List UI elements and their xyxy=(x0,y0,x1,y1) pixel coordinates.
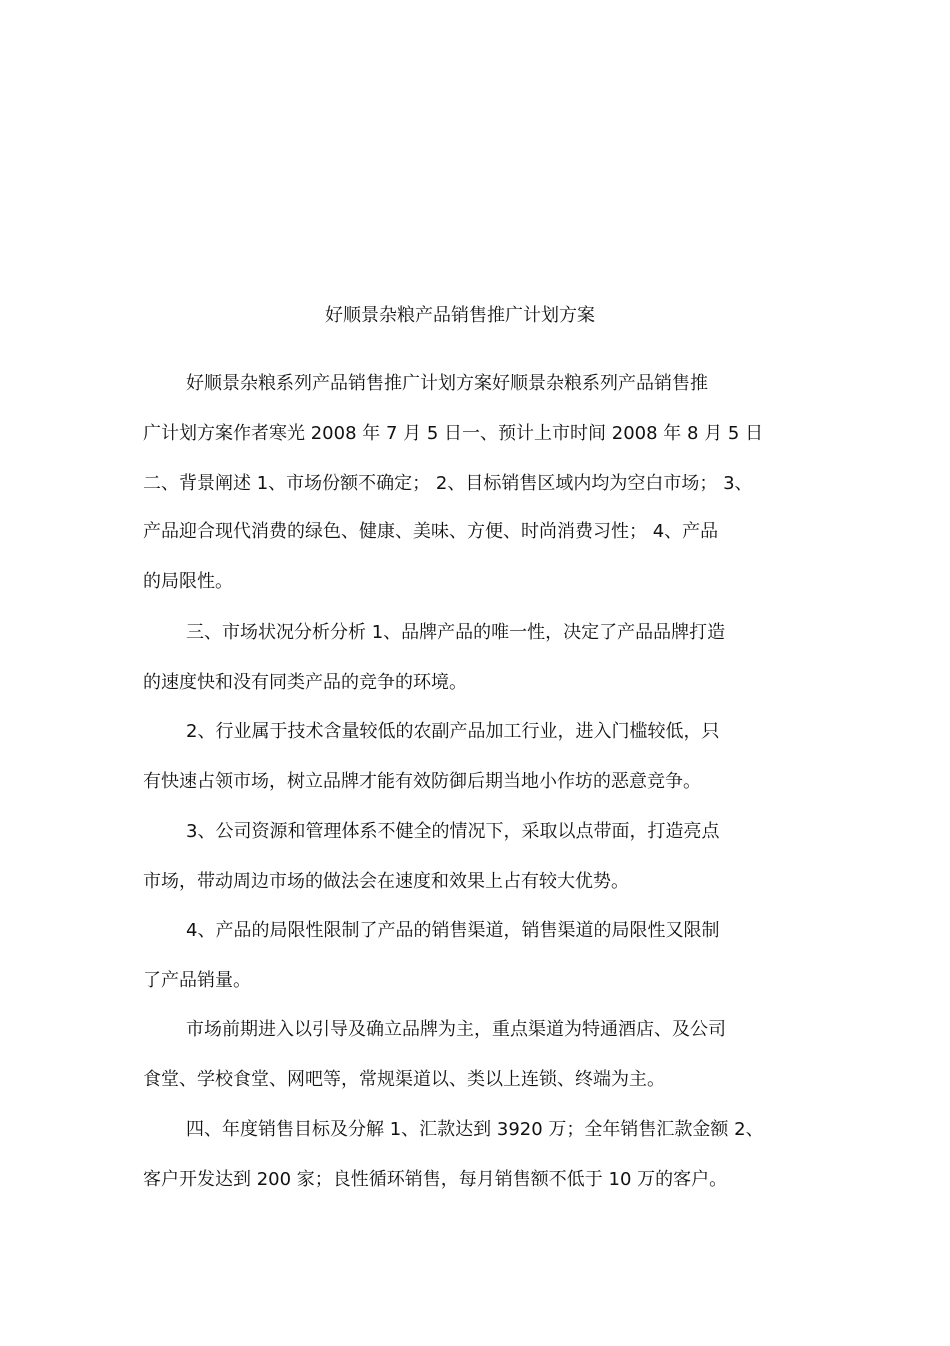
body-line: 食堂、学校食堂、网吧等，常规渠道以、类以上连锁、终端为主。 xyxy=(143,1069,665,1090)
document-title: 好顺景杂粮产品销售推广计划方案 xyxy=(325,305,595,326)
body-line: 客户开发达到 200 家；良性循环销售，每月销售额不低于 10 万的客户。 xyxy=(143,1169,728,1190)
body-line: 了产品销量。 xyxy=(143,970,251,991)
body-line: 的局限性。 xyxy=(143,571,233,592)
body-line: 二、背景阐述 1、市场份额不确定； 2、目标销售区域内均为空白市场； 3、 xyxy=(143,473,753,494)
body-line: 的速度快和没有同类产品的竞争的环境。 xyxy=(143,672,467,693)
body-line: 四、年度销售目标及分解 1、汇款达到 3920 万；全年销售汇款金额 2、 xyxy=(186,1119,764,1140)
body-line: 2、行业属于技术含量较低的农副产品加工行业，进入门槛较低，只 xyxy=(186,721,720,742)
body-line: 市场前期进入以引导及确立品牌为主，重点渠道为特通酒店、及公司 xyxy=(186,1019,726,1040)
body-line: 3、公司资源和管理体系不健全的情况下，采取以点带面，打造亮点 xyxy=(186,821,720,842)
body-line: 广计划方案作者寒光 2008 年 7 月 5 日一、预计上市时间 2008 年 8 月 5 日 xyxy=(143,423,764,444)
body-line: 三、市场状况分析分析 1、品牌产品的唯一性，决定了产品品牌打造 xyxy=(186,622,726,643)
body-line: 产品迎合现代消费的绿色、健康、美味、方便、时尚消费习性； 4、产品 xyxy=(143,521,719,542)
body-line: 有快速占领市场，树立品牌才能有效防御后期当地小作坊的恶意竞争。 xyxy=(143,771,701,792)
body-line: 好顺景杂粮系列产品销售推广计划方案好顺景杂粮系列产品销售推 xyxy=(186,373,708,394)
body-line: 4、产品的局限性限制了产品的销售渠道，销售渠道的局限性又限制 xyxy=(186,920,720,941)
body-line: 市场，带动周边市场的做法会在速度和效果上占有较大优势。 xyxy=(143,871,629,892)
